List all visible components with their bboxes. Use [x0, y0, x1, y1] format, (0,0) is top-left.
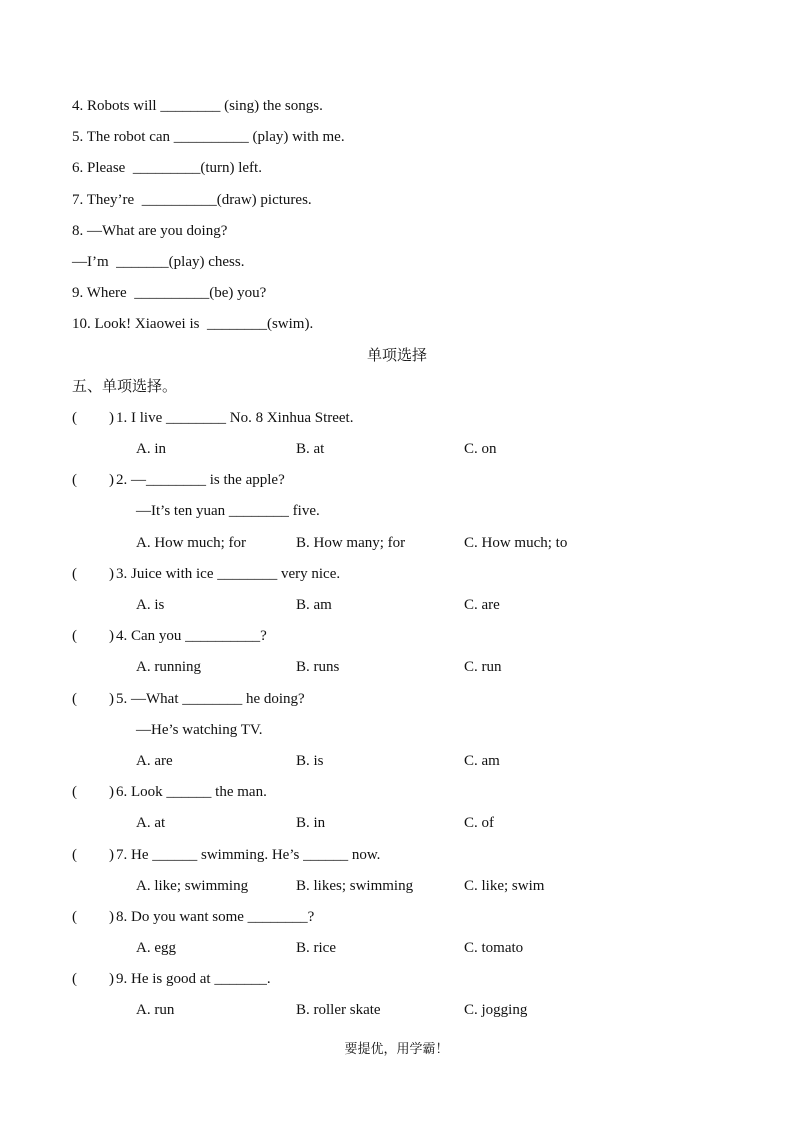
option-b: B. in	[296, 815, 326, 832]
answer-paren-close: )	[109, 565, 114, 582]
answer-paren-close: )	[109, 409, 114, 426]
answer-paren-close: )	[109, 784, 114, 801]
options-row	[72, 933, 732, 964]
option-a: A. egg	[136, 940, 176, 957]
fill-in-item: 8. —What are you doing?	[72, 222, 228, 239]
answer-paren-close: )	[109, 908, 114, 925]
answer-paren-open: (	[72, 628, 77, 645]
question-text: 7. He ______ swimming. He’s ______ now.	[116, 846, 381, 863]
option-c: C. like; swim	[464, 877, 545, 894]
option-b: B. roller skate	[296, 1002, 381, 1019]
option-c: C. am	[464, 752, 500, 769]
answer-paren-open: (	[72, 971, 77, 988]
answer-paren-open: (	[72, 784, 77, 801]
fill-in-item: —I’m _______(play) chess.	[72, 253, 245, 270]
fill-in-item: 4. Robots will ________ (sing) the songs.	[72, 98, 323, 114]
question-row	[72, 621, 732, 652]
question-text: 1. I live ________ No. 8 Xinhua Street.	[116, 409, 354, 426]
question-continuation: —He’s watching TV.	[136, 721, 263, 738]
answer-paren-open: (	[72, 690, 77, 707]
option-c: C. on	[464, 441, 497, 458]
section-title: 五、单项选择。	[72, 378, 178, 395]
answer-paren-open: (	[72, 409, 77, 426]
question-text: 2. —________ is the apple?	[116, 472, 285, 489]
answer-paren-close: )	[109, 846, 114, 863]
question-row	[72, 465, 732, 496]
options-row	[72, 652, 732, 683]
option-b: B. at	[296, 441, 325, 458]
question-row	[72, 964, 732, 995]
answer-paren-open: (	[72, 846, 77, 863]
fill-in-item: 7. They’re __________(draw) pictures.	[72, 191, 312, 208]
question-row	[72, 403, 732, 434]
answer-paren-close: )	[109, 971, 114, 988]
options-row	[72, 590, 732, 621]
option-b: B. rice	[296, 940, 336, 957]
option-c: C. How much; to	[464, 534, 568, 551]
answer-paren-open: (	[72, 565, 77, 582]
option-b: B. am	[296, 597, 332, 613]
option-b: B. runs	[296, 659, 340, 676]
document-body	[72, 91, 732, 1027]
fill-in-item: 9. Where __________(be) you?	[72, 285, 267, 302]
options-row	[72, 528, 732, 559]
section-heading: 单项选择	[366, 347, 427, 364]
answer-paren-open: (	[72, 472, 77, 489]
answer-paren-close: )	[109, 472, 114, 489]
option-a: A. run	[136, 1002, 175, 1019]
question-text: 3. Juice with ice ________ very nice.	[116, 565, 341, 582]
question-text: 9. He is good at _______.	[116, 971, 271, 988]
options-row	[72, 808, 732, 839]
options-row	[72, 434, 732, 465]
question-continuation: —It’s ten yuan ________ five.	[136, 503, 320, 520]
answer-paren-open: (	[72, 908, 77, 925]
option-a: A. running	[136, 659, 201, 676]
options-row	[72, 995, 732, 1026]
option-c: C. run	[464, 659, 502, 676]
options-row	[72, 871, 732, 902]
fill-in-item: 6. Please _________(turn) left.	[72, 160, 262, 177]
option-b: B. How many; for	[296, 534, 406, 551]
answer-paren-close: )	[109, 628, 114, 645]
option-a: A. is	[136, 597, 165, 613]
option-b: B. likes; swimming	[296, 877, 414, 894]
answer-paren-close: )	[109, 690, 114, 707]
question-text: 5. —What ________ he doing?	[116, 690, 305, 707]
option-c: C. jogging	[464, 1002, 528, 1019]
question-row	[72, 902, 732, 933]
option-a: A. like; swimming	[136, 877, 249, 894]
option-a: A. at	[136, 815, 166, 832]
option-a: A. in	[136, 441, 166, 458]
option-a: A. are	[136, 752, 173, 769]
option-c: C. tomato	[464, 940, 524, 957]
option-c: C. of	[464, 815, 494, 832]
option-b: B. is	[296, 752, 324, 769]
option-c: C. are	[464, 597, 500, 613]
question-text: 4. Can you __________?	[116, 628, 267, 645]
fill-in-item: 5. The robot can __________ (play) with me.	[72, 129, 345, 146]
question-row	[72, 684, 732, 715]
page-footer: 要提优，用学霸！	[344, 1041, 449, 1056]
question-row	[72, 777, 732, 808]
question-text: 8. Do you want some ________?	[116, 908, 315, 925]
fill-in-item: 10. Look! Xiaowei is ________(swim).	[72, 316, 314, 333]
options-row	[72, 746, 732, 777]
question-row	[72, 840, 732, 871]
question-text: 6. Look ______ the man.	[116, 784, 267, 801]
question-row	[72, 559, 732, 590]
option-a: A. How much; for	[136, 534, 246, 551]
